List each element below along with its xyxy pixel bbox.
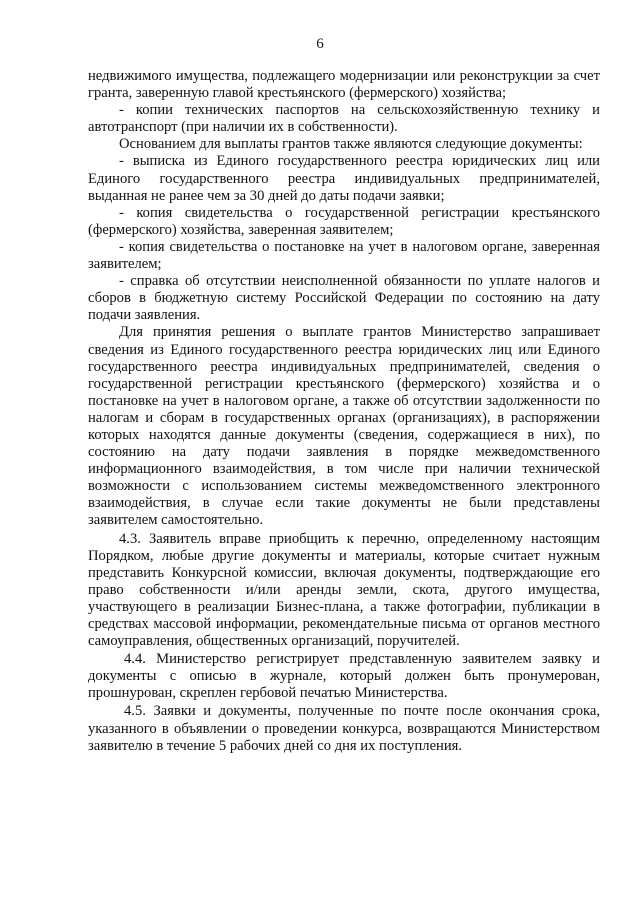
paragraph-4-4: 4.4. Министерство регистрирует представленную заявителем заявку и документы с описью в журнале, который должен быть пронумерован, прошнурован, скреплен гербовой печатью Министерства. [88, 651, 600, 702]
paragraph-continuation: недвижимого имущества, подлежащего модернизации или реконструкции за счет гранта, заверенную главой крестьянского (фермерского) хозяйства; [88, 68, 600, 102]
page-number: 6 [316, 36, 324, 52]
paragraph-grant-basis: Основанием для выплаты грантов также являются следующие документы: [119, 136, 583, 153]
list-item-tech-passports: - копии технических паспортов на сельскохозяйственную технику и автотранспорт (при наличии их в собственности). [88, 102, 600, 136]
document-body [88, 68, 600, 755]
list-item-registry-extract: - выписка из Единого государственного реестра юридических лиц или Единого государственного реестра индивидуальных предпринимателей, выданная не ранее чем за 30 дней до даты подачи заявки; [88, 153, 600, 204]
list-item-tax-debt-statement: - справка об отсутствии неисполненной обязанности по уплате налогов и сборов в бюджетную систему Российской Федерации по состоянию на дату подачи заявления. [88, 273, 600, 324]
list-item-registration-certificate: - копия свидетельства о государственной регистрации крестьянского (фермерского) хозяйства, заверенная заявителем; [88, 204, 600, 238]
paragraph-4-5: 4.5. Заявки и документы, полученные по почте после окончания срока, указанного в объявлении о проведении конкурса, возвращаются Министерством заявителю в течение 5 рабочих дней со дня их поступления. [88, 703, 600, 754]
list-item-tax-certificate: - копия свидетельства о постановке на учет в налоговом органе, заверенная заявителем; [88, 238, 600, 273]
paragraph-ministry-request: Для принятия решения о выплате грантов Министерство запрашивает сведения из Единого государственного реестра юридических лиц или Единого государственного реестра индивидуальных предпринимателей, сведения о государственной регистрации крестьянского (фермерского) хозяйства и о постановке на учет в налоговом органе, а также об отсутствии задолженности по налогам и сборам в государственных органах (организациях), в распоряжении которых находятся данные документы (сведения, содержащиеся в них), по состоянию на дату подачи заявления в порядке межведомственного информационного взаимодействия, в том числе при наличии технической возможности с использованием системы межведомственного электронного взаимодействия, в случае если такие документы не были представлены заявителем самостоятельно. [88, 324, 600, 529]
paragraph-4-3: 4.3. Заявитель вправе приобщить к перечню, определенному настоящим Порядком, любые другие документы и материалы, которые считает нужным представить Конкурсной комиссии, включая документы, подтверждающие его право собственности и/или аренды земли, скота, другого имущества, участвующего в реализации Бизнес-плана, а также фотографии, публикации в средствах массовой информации, рекомендательные письма от органов местного самоуправления, общественных организаций, поручителей. [88, 530, 600, 650]
